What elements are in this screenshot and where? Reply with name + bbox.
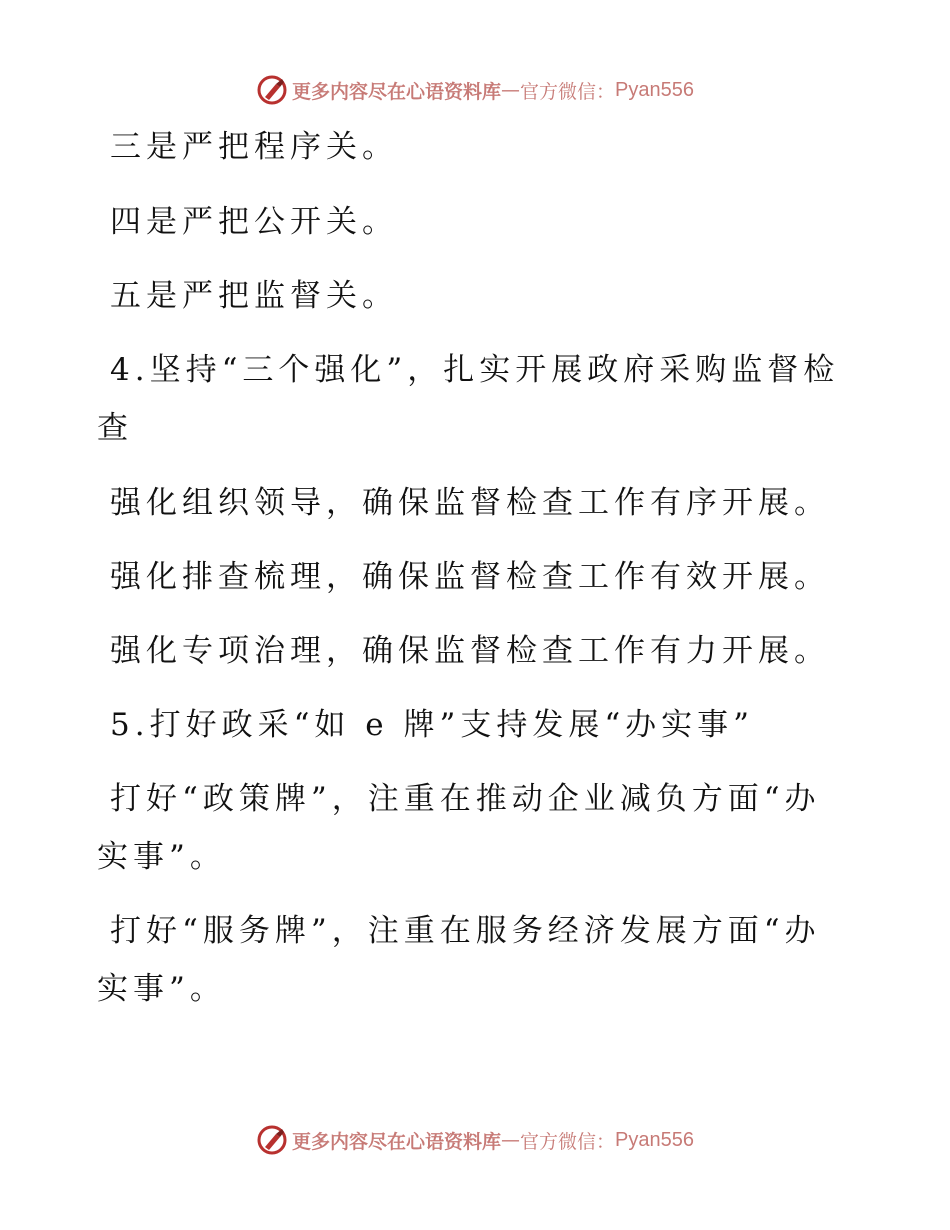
body-line-7: 打好“政策牌”，注重在推动企业减负方面“办 <box>110 781 821 817</box>
section-heading-4: 4.坚持“三个强化”，扎实开展政府采购监督检 <box>110 352 840 388</box>
header-banner <box>0 70 950 110</box>
header-separator: — <box>501 79 521 101</box>
pen-logo-icon <box>256 1124 288 1156</box>
footer-wechat-id: Pyan556 <box>615 1128 694 1151</box>
body-line-8: 打好“服务牌”，注重在服务经济发展方面“办 <box>110 913 821 949</box>
body-line-7-cont: 实事”。 <box>97 839 226 875</box>
footer-separator: — <box>501 1129 521 1151</box>
section-heading-4-cont: 查 <box>97 410 133 446</box>
body-line-8-cont: 实事”。 <box>97 971 226 1007</box>
header-wechat-id: Pyan556 <box>615 78 694 101</box>
body-line-1: 三是严把程序关。 <box>110 129 398 165</box>
body-line-4: 强化组织领导，确保监督检查工作有序开展。 <box>110 485 830 521</box>
body-line-6: 强化专项治理，确保监督检查工作有力开展。 <box>110 633 830 669</box>
footer-banner <box>0 1120 950 1160</box>
section-heading-5: 5.打好政采“如 e 牌”支持发展“办实事” <box>110 707 755 743</box>
body-line-5: 强化排查梳理，确保监督检查工作有效开展。 <box>110 559 830 595</box>
footer-site-text: 更多内容尽在心语资料库 <box>292 1130 502 1153</box>
footer-wechat-label: 官方微信： <box>520 1130 616 1153</box>
header-site-text: 更多内容尽在心语资料库 <box>292 80 502 103</box>
header-wechat-label: 官方微信： <box>520 80 616 103</box>
body-line-3: 五是严把监督关。 <box>110 278 398 314</box>
pen-logo-icon <box>256 74 288 106</box>
body-line-2: 四是严把公开关。 <box>110 204 398 240</box>
